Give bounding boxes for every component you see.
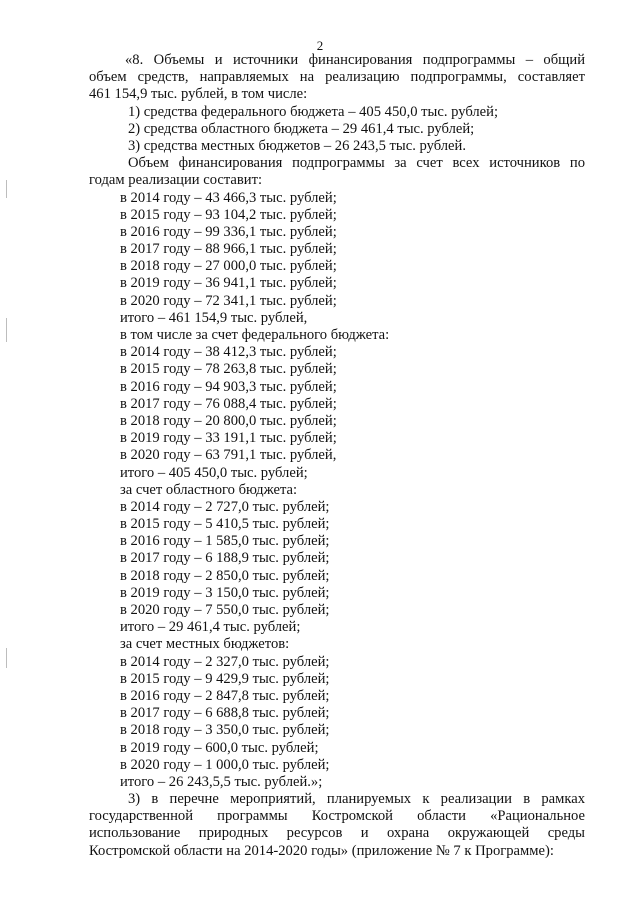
funding-source-item: 2) средства областного бюджета – 29 461,4 тыс. рублей; bbox=[128, 120, 475, 137]
intro-line: «8. Объемы и источники финансирования подпрограммы – общий bbox=[125, 52, 585, 68]
item3-line: 3) в перечне мероприятий, планируемых к реализации в рамках bbox=[128, 791, 585, 808]
federal-heading: в том числе за счет федерального бюджета: bbox=[120, 327, 390, 343]
local-sum: итого – 26 243,5,5 тыс. рублей.»; bbox=[120, 773, 323, 790]
regional-year-item: в 2019 году – 3 150,0 тыс. рублей; bbox=[120, 584, 330, 601]
item3-line: государственной программы Костромской области «Рациональное bbox=[89, 808, 585, 825]
total-year-item: в 2016 году – 99 336,1 тыс. рублей; bbox=[120, 223, 337, 240]
local-year-item: в 2017 году – 6 688,8 тыс. рублей; bbox=[120, 705, 330, 722]
scan-margin-mark bbox=[6, 648, 7, 668]
total-year-item: в 2014 году – 43 466,3 тыс. рублей; bbox=[120, 189, 337, 206]
regional-year-item: в 2014 году – 2 727,0 тыс. рублей; bbox=[120, 498, 330, 515]
funding-source-item: 3) средства местных бюджетов – 26 243,5 тыс. рублей. bbox=[128, 137, 466, 154]
intro-line: 461 154,9 тыс. рублей, в том числе: bbox=[89, 86, 308, 103]
federal-sum: итого – 405 450,0 тыс. рублей; bbox=[120, 464, 308, 481]
regional-sum: итого – 29 461,4 тыс. рублей; bbox=[120, 619, 301, 636]
regional-year-item: в 2017 году – 6 188,9 тыс. рублей; bbox=[120, 550, 330, 567]
total-sum: итого – 461 154,9 тыс. рублей, bbox=[120, 309, 308, 326]
by-years-intro-line: годам реализации составит: bbox=[89, 172, 263, 189]
local-year-item: в 2015 году – 9 429,9 тыс. рублей; bbox=[120, 670, 330, 687]
regional-year-item: в 2015 году – 5 410,5 тыс. рублей; bbox=[120, 516, 330, 533]
by-years-intro-line: Объем финансирования подпрограммы за счет всех источников по bbox=[128, 155, 585, 172]
federal-year-item: в 2018 году – 20 800,0 тыс. рублей; bbox=[120, 412, 337, 429]
item3-line: использование природных ресурсов и охрана окружающей среды bbox=[89, 825, 585, 842]
federal-year-item: в 2016 году – 94 903,3 тыс. рублей; bbox=[120, 378, 337, 395]
regional-year-item: в 2018 году – 2 850,0 тыс. рублей; bbox=[120, 567, 330, 584]
regional-year-item: в 2020 году – 7 550,0 тыс. рублей; bbox=[120, 602, 330, 618]
scan-margin-mark bbox=[6, 180, 7, 198]
federal-year-item: в 2017 году – 76 088,4 тыс. рублей; bbox=[120, 395, 337, 412]
document-body bbox=[89, 52, 585, 860]
regional-year-item: в 2016 году – 1 585,0 тыс. рублей; bbox=[120, 533, 330, 550]
total-year-item: в 2017 году – 88 966,1 тыс. рублей; bbox=[120, 241, 337, 258]
funding-source-item: 1) средства федерального бюджета – 405 450,0 тыс. рублей; bbox=[128, 103, 499, 120]
local-year-item: в 2019 году – 600,0 тыс. рублей; bbox=[120, 739, 319, 756]
total-year-item: в 2015 году – 93 104,2 тыс. рублей; bbox=[120, 206, 337, 223]
federal-year-item: в 2019 году – 33 191,1 тыс. рублей; bbox=[120, 430, 337, 447]
federal-year-item: в 2015 году – 78 263,8 тыс. рублей; bbox=[120, 361, 337, 378]
local-year-item: в 2016 году – 2 847,8 тыс. рублей; bbox=[120, 687, 330, 704]
federal-year-item: в 2014 году – 38 412,3 тыс. рублей; bbox=[120, 344, 337, 361]
total-year-item: в 2019 году – 36 941,1 тыс. рублей; bbox=[120, 275, 337, 292]
local-year-item: в 2020 году – 1 000,0 тыс. рублей; bbox=[120, 756, 330, 773]
federal-year-item: в 2020 году – 63 791,1 тыс. рублей, bbox=[120, 447, 337, 464]
total-year-item: в 2018 году – 27 000,0 тыс. рублей; bbox=[120, 258, 337, 275]
local-year-item: в 2018 году – 3 350,0 тыс. рублей; bbox=[120, 722, 330, 739]
intro-line: объем средств, направляемых на реализацию подпрограммы, составляет bbox=[89, 69, 585, 86]
page-number: 2 bbox=[316, 38, 324, 53]
regional-heading: за счет областного бюджета: bbox=[120, 481, 298, 498]
scan-margin-mark bbox=[6, 318, 7, 342]
total-year-item: в 2020 году – 72 341,1 тыс. рублей; bbox=[120, 292, 337, 309]
local-year-item: в 2014 году – 2 327,0 тыс. рублей; bbox=[120, 653, 330, 670]
local-heading: за счет местных бюджетов: bbox=[120, 636, 290, 653]
item3-line: Костромской области на 2014-2020 годы» (приложение № 7 к Программе): bbox=[89, 842, 554, 859]
